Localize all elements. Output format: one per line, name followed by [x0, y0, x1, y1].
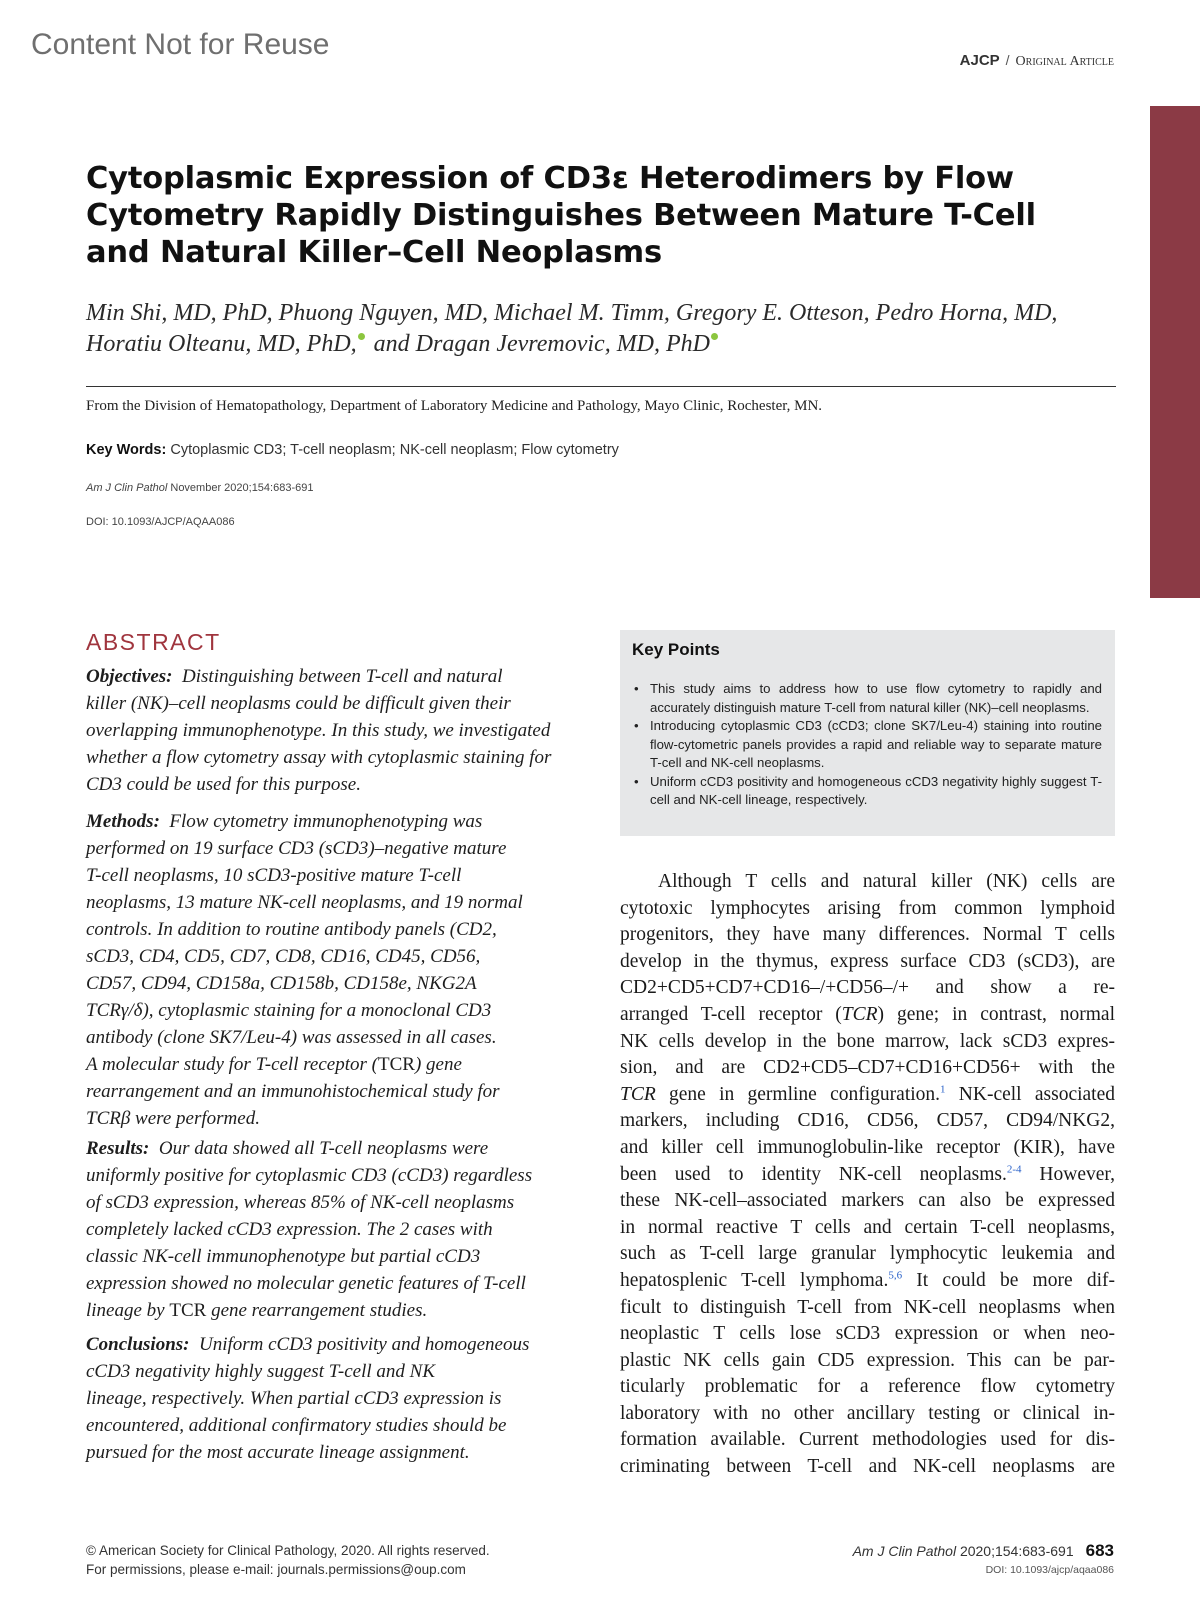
abstract-heading: ABSTRACT [86, 629, 221, 655]
reference-link[interactable]: 2-4 [1006, 1163, 1022, 1176]
body-line [620, 1268, 1115, 1295]
doi[interactable]: DOI: 10.1093/AJCP/AQAA086 [86, 516, 235, 528]
body-line: CD2+CD5+CD7+CD16–/+CD56–/+ and show a re- [620, 977, 1115, 999]
body-line: markers, including CD16, CD56, CD57, CD94/NKG2, [620, 1110, 1115, 1132]
author-jevremovic: and Dragan Jevremovic, MD, PhD [367, 331, 711, 357]
body-line: and killer cell immunoglobulin-like receptor (KIR), have [620, 1136, 1115, 1158]
permissions: For permissions, please e-mail: journals.permissions@oup.com [86, 1562, 466, 1577]
body-text-span: hepatosplenic T-cell lymphoma. [620, 1269, 889, 1291]
abstract-text: A molecular study for T-cell receptor ( [86, 1054, 378, 1075]
abstract-line: T-cell neoplasms, 10 sCD3-positive mature T-cell [86, 865, 462, 886]
objectives-label: Objectives: [86, 666, 173, 687]
abstract-line: completely lacked cCD3 expression. The 2 cases with [86, 1219, 493, 1240]
abstract-line: TCRγ/δ), cytoplasmic staining for a monoclonal CD3 [86, 1000, 492, 1021]
body-text-span: arranged T-cell receptor ( [620, 1003, 842, 1025]
footer-doi[interactable]: DOI: 10.1093/ajcp/aqaa086 [985, 1564, 1114, 1576]
body-text-span: been used to identity NK-cell neoplasms. [620, 1163, 1007, 1185]
body-line: criminating between T-cell and NK-cell neoplasms are [620, 1456, 1115, 1478]
body-line: laboratory with no other ancillary testing or clinical in- [620, 1402, 1115, 1424]
citation [86, 482, 313, 494]
key-points-list [632, 680, 1102, 810]
body-line: sion, and are CD2+CD5–CD7+CD16+CD56+ with the [620, 1057, 1115, 1079]
body-line: ticularly problematic for a reference flow cytometry [620, 1376, 1115, 1398]
abstract-conclusions [86, 1331, 591, 1466]
results-label: Results: [86, 1138, 150, 1159]
body-line: Although T cells and natural killer (NK) cells are [658, 871, 1115, 892]
body-line: in normal reactive T cells and certain T-cell neoplasms, [620, 1216, 1115, 1238]
abstract-methods [86, 808, 591, 1132]
keywords-label: Key Words: [86, 442, 167, 458]
title-rule [86, 386, 1116, 387]
body-text-span: However, [1021, 1163, 1115, 1185]
footer-journal: Am J Clin Pathol [852, 1543, 957, 1559]
abstract-objectives [86, 663, 591, 798]
abstract-line: classic NK-cell immunophenotype but partial cCD3 [86, 1246, 481, 1267]
abstract-text: ) gene [414, 1054, 462, 1075]
keywords [86, 442, 619, 458]
body-line: neoplastic T cells lose sCD3 expression or when neo- [620, 1323, 1115, 1345]
body-line [620, 1002, 1115, 1029]
body-line: progenitors, they have many differences. Normal T cells [620, 924, 1115, 946]
body-text-span: It could be more dif- [902, 1269, 1115, 1291]
journal-name: AJCP [959, 52, 1000, 69]
abstract-text: Uniform cCD3 positivity and homogeneous [198, 1334, 530, 1355]
author-olteanu: Horatiu Olteanu, MD, PhD, [86, 331, 357, 357]
author-line [86, 329, 1126, 360]
running-header [960, 52, 1114, 70]
body-line: ficult to distinguish T-cell from NK-cell neoplasms when [620, 1296, 1115, 1318]
tcr-term: TCR [620, 1083, 656, 1105]
abstract-line [86, 1135, 591, 1162]
abstract-line: antibody (clone SK7/Leu-4) was assessed in all cases. [86, 1027, 497, 1048]
key-point-item: • This study aims to address how to use flow cytometry to rapidly and accurately distinguish mature T-cell from natural killer (NK)–cell neoplasms. [632, 680, 1102, 717]
abstract-line: lineage, respectively. When partial cCD3 expression is [86, 1388, 502, 1409]
body-text-span: gene in germline configuration. [655, 1083, 941, 1105]
abstract-line: CD57, CD94, CD158a, CD158b, CD158e, NKG2A [86, 973, 477, 994]
body-text-span: ) gene; in contrast, normal [877, 1003, 1115, 1025]
footer-citation: 2020;154:683-691 [956, 1543, 1074, 1559]
body-line: NK cells develop in the bone marrow, lack sCD3 expres- [620, 1030, 1115, 1052]
accent-sidebar [1150, 106, 1200, 598]
page-number: 683 [1085, 1541, 1114, 1560]
abstract-line [86, 1331, 591, 1358]
abstract-line: whether a flow cytometry assay with cytoplasmic staining for [86, 747, 552, 768]
body-text-span: NK-cell associated [945, 1083, 1115, 1105]
title-line: Cytometry Rapidly Distinguishes Between Mature T-Cell [86, 198, 1036, 233]
key-point-item: • Introducing cytoplasmic CD3 (cCD3; clone SK7/Leu-4) staining into routine flow-cytometric panels provides a rapid and reliable way to separate mature T-cell and NK-cell neoplasms. [632, 717, 1102, 773]
citation-journal: Am J Clin Pathol [86, 482, 168, 494]
abstract-line: controls. In addition to routine antibody panels (CD2, [86, 919, 497, 940]
author-line: Min Shi, MD, PhD, Phuong Nguyen, MD, Michael M. Timm, Gregory E. Otteson, Pedro Horna, MD, [86, 300, 1058, 326]
body-line: these NK-cell–associated markers can also be expressed [620, 1190, 1115, 1212]
abstract-line: neoplasms, 13 mature NK-cell neoplasms, and 19 normal [86, 892, 523, 913]
conclusions-label: Conclusions: [86, 1334, 190, 1355]
abstract-line: pursued for the most accurate lineage assignment. [86, 1442, 470, 1463]
affiliation: From the Division of Hematopathology, Department of Laboratory Medicine and Pathology, Mayo Clinic, Rochester, MN. [86, 398, 823, 414]
body-line: develop in the thymus, express surface CD3 (sCD3), are [620, 950, 1115, 972]
copyright: © American Society for Clinical Pathology, 2020. All rights reserved. [86, 1543, 490, 1558]
watermark: Content Not for Reuse [31, 28, 330, 61]
abstract-text: Flow cytometry immunophenotyping was [169, 811, 483, 832]
abstract-text: Distinguishing between T-cell and natural [182, 666, 503, 687]
author-list [86, 298, 1126, 360]
abstract-text: Our data showed all T-cell neoplasms were [158, 1138, 489, 1159]
header-separator: / [1005, 52, 1010, 68]
abstract-line [86, 1297, 591, 1324]
abstract-line: CD3 could be used for this purpose. [86, 774, 361, 795]
tcr-term: TCR [377, 1054, 415, 1075]
abstract-line: cCD3 negativity highly suggest T-cell and NK [86, 1361, 435, 1382]
title-line: Cytoplasmic Expression of CD3ε Heterodimers by Flow [86, 161, 1014, 196]
abstract-text: gene rearrangement studies. [206, 1300, 428, 1321]
abstract-line: rearrangement and an immunohistochemical study for [86, 1081, 500, 1102]
body-line: formation available. Current methodologies used for dis- [620, 1429, 1115, 1451]
reference-link[interactable]: 5,6 [888, 1269, 903, 1282]
body-line: cytotoxic lymphocytes arising from common lymphoid [620, 897, 1115, 919]
key-point-item: • Uniform cCD3 positivity and homogeneous cCD3 negativity highly suggest T-cell and NK-cell lineage, respectively. [632, 773, 1102, 810]
body-line: such as T-cell large granular lymphocytic leukemia and [620, 1243, 1115, 1265]
abstract-line: encountered, additional confirmatory studies should be [86, 1415, 507, 1436]
abstract-line [86, 663, 591, 690]
orcid-icon[interactable] [358, 333, 365, 340]
methods-label: Methods: [86, 811, 160, 832]
footer-left [86, 1541, 490, 1579]
abstract-line: TCRβ were performed. [86, 1108, 260, 1129]
orcid-icon[interactable] [711, 333, 718, 340]
title-line: and Natural Killer–Cell Neoplasms [86, 235, 662, 270]
abstract-line: expression showed no molecular genetic features of T-cell [86, 1273, 526, 1294]
abstract-line [86, 1051, 591, 1078]
citation-details: November 2020;154:683-691 [167, 482, 314, 494]
abstract-line [86, 808, 591, 835]
body-line: plastic NK cells gain CD5 expression. This can be par- [620, 1349, 1115, 1371]
abstract-text: lineage by [86, 1300, 170, 1321]
abstract-line: overlapping immunophenotype. In this study, we investigated [86, 720, 551, 741]
body-text [620, 869, 1115, 1481]
article-section: Original Article [1015, 54, 1114, 69]
tcr-term: TCR [841, 1003, 878, 1025]
tcr-term: TCR [169, 1300, 207, 1321]
body-line [620, 1082, 1115, 1109]
abstract-line: sCD3, CD4, CD5, CD7, CD8, CD16, CD45, CD56, [86, 946, 481, 967]
key-points-heading: Key Points [632, 640, 720, 659]
reference-link[interactable]: 1 [940, 1083, 946, 1096]
abstract-results [86, 1135, 591, 1324]
abstract-line: performed on 19 surface CD3 (sCD3)–negative mature [86, 838, 507, 859]
abstract-line: uniformly positive for cytoplasmic CD3 (cCD3) regardless [86, 1165, 533, 1186]
keywords-text: Cytoplasmic CD3; T-cell neoplasm; NK-cell neoplasm; Flow cytometry [170, 442, 619, 458]
abstract-line: killer (NK)–cell neoplasms could be difficult given their [86, 693, 511, 714]
body-line [620, 1162, 1115, 1189]
footer-right [853, 1541, 1114, 1576]
abstract-line: of sCD3 expression, whereas 85% of NK-cell neoplasms [86, 1192, 515, 1213]
article-title [86, 160, 1096, 271]
